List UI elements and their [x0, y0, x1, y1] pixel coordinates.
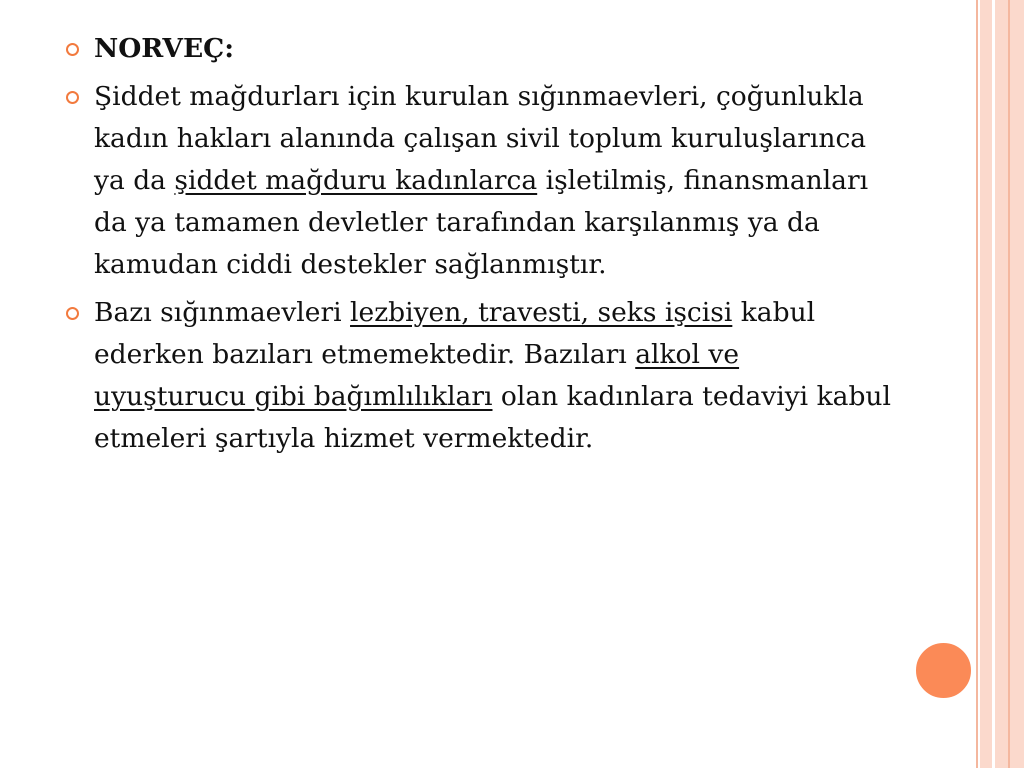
bullet-circle-icon	[66, 307, 79, 320]
underlined-text: alkol ve uyuşturucu gibi bağımlılıkları	[94, 339, 740, 412]
bullet-item	[62, 28, 892, 70]
decorative-circle	[913, 640, 974, 701]
side-border-line	[1008, 0, 1010, 768]
underlined-text: şiddet mağduru kadınlarca	[174, 165, 538, 196]
side-border-line	[992, 0, 995, 768]
bullet-text: Şiddet mağdurları için kurulan sığınmaevleri, çoğunlukla kadın hakları alanında çalışan sivil toplum kuruluşlarınca ya da	[94, 81, 867, 196]
bullet-title: NORVEÇ:	[94, 33, 235, 64]
slide-content	[62, 28, 892, 466]
bullet-text: olan kadınlara tedaviyi kabul etmeleri şartıyla hizmet vermektedir.	[94, 381, 891, 454]
bullet-item	[62, 76, 892, 286]
bullet-text: Bazı sığınmaevleri	[94, 297, 351, 328]
side-border-line	[976, 0, 978, 768]
side-border-band	[980, 0, 1024, 768]
bullet-circle-icon	[66, 43, 79, 56]
bullet-circle-icon	[66, 91, 79, 104]
bullet-text: işletilmiş, finansmanları da ya tamamen devletler tarafından karşılanmış ya da kamudan ciddi destekler sağlanmıştır.	[94, 165, 869, 280]
underlined-text: lezbiyen, travesti, seks işcisi	[350, 297, 733, 328]
bullet-item	[62, 292, 892, 460]
bullet-text: kabul ederken bazıları etmemektedir. Bazıları	[94, 297, 816, 370]
